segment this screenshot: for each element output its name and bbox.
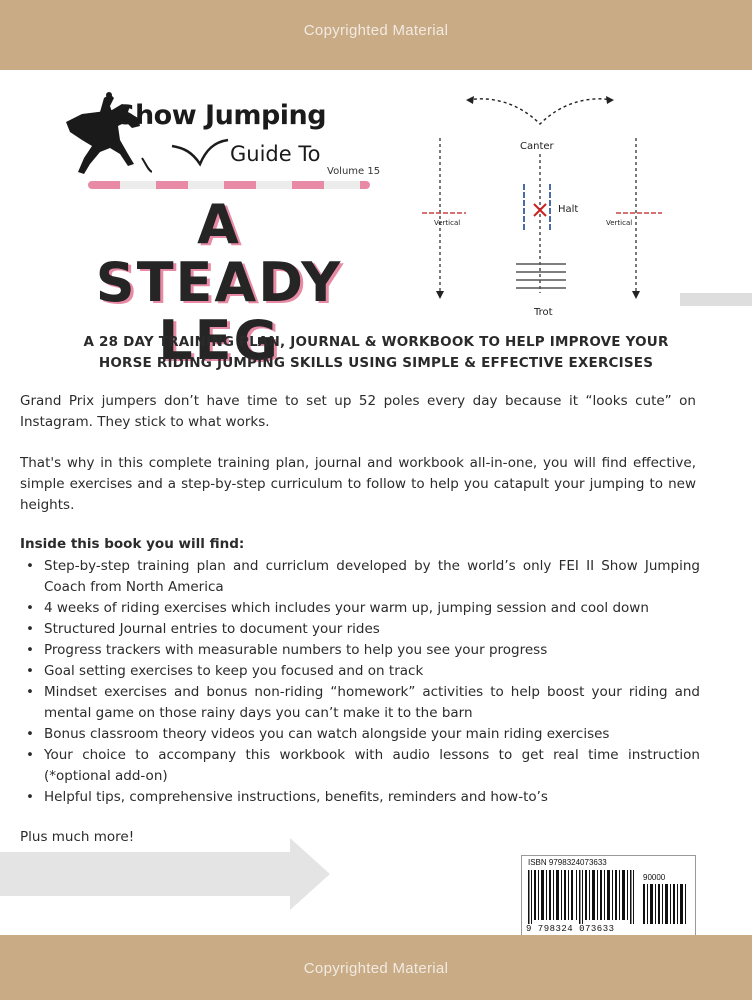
list-item: • 4 weeks of riding exercises which includes your warm up, jumping session and cool down — [20, 598, 700, 619]
vertical-left-label: Vertical — [434, 219, 461, 227]
features-heading: Inside this book you will find: — [20, 536, 245, 552]
features-list — [20, 556, 700, 808]
arrow-down-right-icon — [632, 291, 640, 299]
watermark-bottom: Copyrighted Material — [303, 960, 449, 977]
list-item: • Helpful tips, comprehensive instructions, benefits, reminders and how-to’s — [20, 787, 700, 808]
gray-accent-bar — [680, 293, 752, 306]
book-subtitle — [30, 332, 722, 374]
arrow-left-icon — [466, 96, 474, 104]
gray-arrow-graphic — [0, 838, 332, 910]
barcode-bars-main — [528, 870, 636, 924]
subtitle-line2: HORSE RIDING JUMPING SKILLS USING SIMPLE & EFFECTIVE EXERCISES — [98, 355, 654, 371]
list-item: • Goal setting exercises to keep you focused and on track — [20, 661, 700, 682]
subtitle-line1: A 28 DAY TRAINING PLAN, JOURNAL & WORKBOOK TO HELP IMPROVE YOUR — [83, 334, 669, 350]
canter-path — [468, 99, 612, 124]
isbn-number: ISBN 9798324073633 — [528, 858, 607, 867]
list-item: • Your choice to accompany this workbook with audio lessons to get real time instruction (*optional add-on) — [20, 745, 700, 787]
barcode-bars-price — [643, 884, 689, 924]
barcode-digits: 9 798324 073633 — [526, 924, 615, 934]
plus-more-text: Plus much more! — [20, 829, 135, 845]
jump-pole-graphic — [88, 180, 370, 190]
list-item: • Mindset exercises and bonus non-riding “homework” activities to help boost your riding and mental game on those rainy days you can’t make it to the barn — [20, 682, 700, 724]
list-item: • Bonus classroom theory videos you can watch alongside your main riding exercises — [20, 724, 700, 745]
book-title-line2: LEG — [158, 309, 280, 372]
isbn-barcode — [521, 855, 696, 939]
book-title-line1: A STEADY — [95, 193, 343, 314]
price-code: 90000 — [643, 873, 666, 882]
watermark-top: Copyrighted Material — [303, 22, 449, 39]
intro-paragraph: Grand Prix jumpers don’t have time to set up 52 poles every day because it “looks cute” on Instagram. They stick to what works. — [20, 393, 696, 430]
exercise-diagram — [400, 88, 680, 320]
series-title: Show Jumping — [116, 100, 327, 131]
list-item: • Progress trackers with measurable numbers to help you see your progress — [20, 640, 700, 661]
halt-label: Halt — [558, 204, 579, 215]
arrow-right-icon — [606, 96, 614, 104]
trot-label: Trot — [534, 307, 553, 318]
canter-label: Canter — [520, 141, 554, 152]
volume-label: Volume 15 — [327, 166, 381, 177]
description-paragraph: That's why in this complete training plan, journal and workbook all-in-one, you will find effective, simple exercises and a step-by-step curriculum to follow to help you catapult your jumping to new heights. — [20, 455, 696, 513]
list-item: • Step-by-step training plan and curriclum developed by the world’s only FEI II Show Jumping Coach from North America — [20, 556, 700, 598]
swoosh-check-icon — [170, 138, 230, 168]
vertical-right-label: Vertical — [606, 219, 633, 227]
series-subtitle: Guide To — [230, 142, 321, 166]
arrow-down-left-icon — [436, 291, 444, 299]
list-item: • Structured Journal entries to document your rides — [20, 619, 700, 640]
